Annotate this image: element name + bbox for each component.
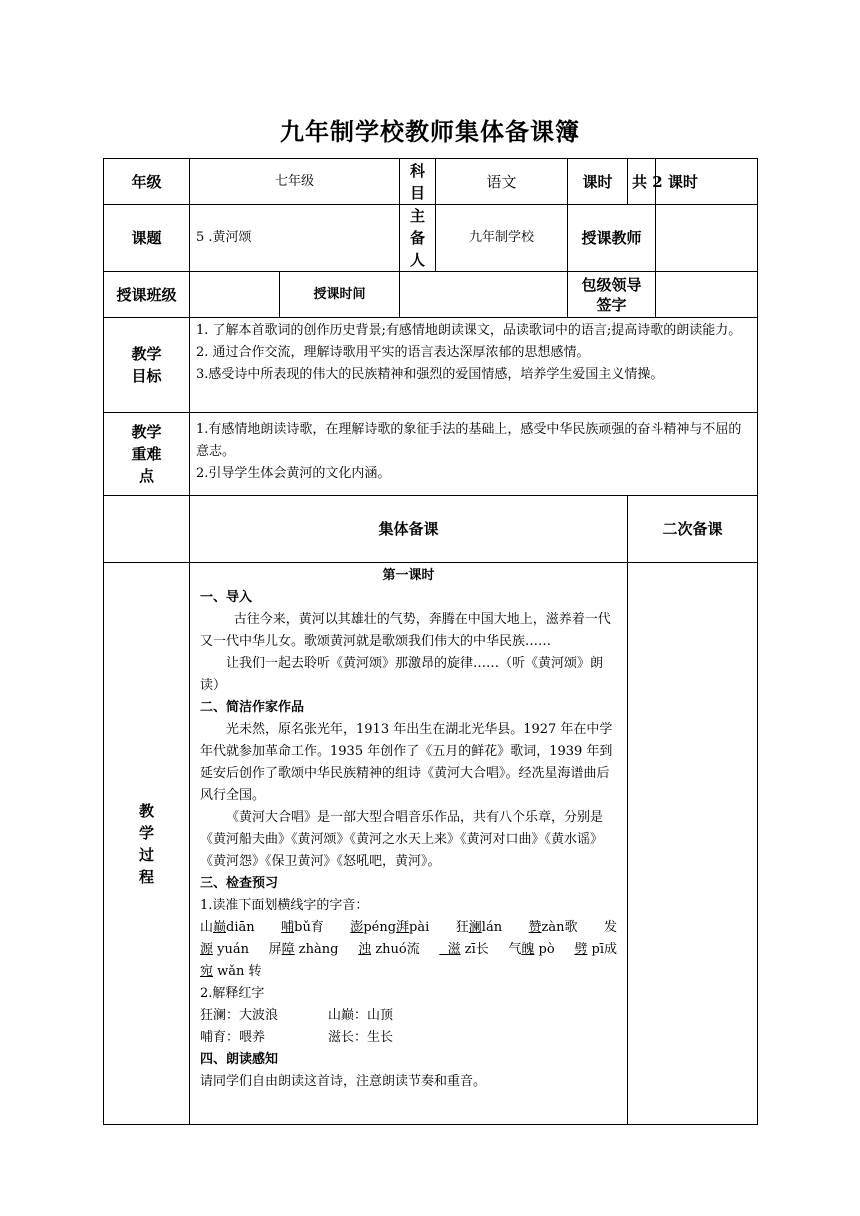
header-row-1 bbox=[104, 159, 758, 205]
topic-label: 课题 bbox=[104, 205, 190, 272]
objectives-label: 教学 目标 bbox=[104, 318, 190, 413]
collective-prep-header: 集体备课 bbox=[190, 496, 628, 563]
process-label: 教 学 过 程 bbox=[104, 563, 190, 1125]
class-label: 授课班级 bbox=[104, 272, 190, 318]
section-heading: 二、简洁作家作品 bbox=[200, 700, 305, 715]
document-title: 九年制学校教师集体备课簿 bbox=[280, 117, 580, 146]
paragraph: 让我们一起去聆听《黄河颂》那激昂的旋律……（听《黄河颂》朗读） bbox=[200, 656, 604, 693]
objective-item: 1. 了解本首歌词的创作历史背景;有感情地朗读课文，品读歌词中的语言;提高诗歌的朗读能力。 bbox=[196, 323, 742, 338]
process-row bbox=[104, 563, 758, 1125]
process-content bbox=[190, 563, 628, 1125]
subject-label: 科目 bbox=[400, 159, 436, 205]
time-value bbox=[400, 272, 568, 318]
pinyin-row: 山巅diān 哺bǔ育 澎péng湃pài 狂澜lán 赞zàn歌 发 bbox=[200, 920, 618, 935]
leader-label-2: 签字 bbox=[596, 295, 627, 314]
leader-label-1: 包级领导 bbox=[581, 275, 642, 294]
teacher-label: 授课教师 bbox=[568, 205, 656, 272]
keypoints-content bbox=[190, 413, 758, 496]
paragraph: 1.读准下面划横线字的字音： bbox=[200, 898, 369, 913]
objectives-row bbox=[104, 318, 758, 413]
objectives-content bbox=[190, 318, 758, 413]
paragraph: 请同学们自由朗读这首诗，注意朗读节奏和重音。 bbox=[200, 1074, 487, 1089]
blank-label-cell bbox=[104, 496, 190, 563]
gloss-row: 哺育：喂养 滋长：生长 bbox=[200, 1030, 394, 1045]
keypoint-item: 2.引导学生体会黄河的文化内涵。 bbox=[196, 466, 391, 481]
keypoints-row bbox=[104, 413, 758, 496]
keypoints-label: 教学 重难 点 bbox=[104, 413, 190, 496]
paragraph: 2.解释红字 bbox=[200, 986, 265, 1001]
preparer-label: 主备人 bbox=[400, 205, 436, 272]
class-value bbox=[190, 272, 280, 318]
leader-sign-value bbox=[656, 272, 758, 318]
pinyin-row: 宛 wǎn 转 bbox=[200, 964, 262, 979]
preparer-value: 九年制学校 bbox=[436, 205, 568, 272]
secondary-prep-header: 二次备课 bbox=[628, 496, 758, 563]
lesson-title: 第一课时 bbox=[382, 568, 435, 583]
section-heading: 四、朗读感知 bbox=[200, 1052, 279, 1067]
section-heading: 三、检查预习 bbox=[200, 876, 279, 891]
period-value: 共 2 课时 bbox=[628, 159, 656, 205]
leader-sign-label bbox=[568, 272, 656, 318]
header-row-2 bbox=[104, 205, 758, 272]
header-row-3 bbox=[104, 272, 758, 318]
teacher-value bbox=[656, 205, 758, 272]
objective-item: 3.感受诗中所表现的伟大的民族精神和强烈的爱国情感，培养学生爱国主义情操。 bbox=[196, 367, 664, 382]
grade-value: 七年级 bbox=[190, 159, 400, 205]
period-label: 课时 bbox=[568, 159, 628, 205]
section-heading: 一、导入 bbox=[200, 590, 253, 605]
paragraph: 古往今来，黄河以其雄壮的气势，奔腾在中国大地上，滋养着一代又一代中华儿女。歌颂黄河就是歌颂我们伟大的中华民族…… bbox=[200, 612, 611, 649]
lesson-plan-table bbox=[103, 158, 758, 1125]
column-header-row bbox=[104, 496, 758, 563]
subject-value: 语文 bbox=[436, 159, 568, 205]
pinyin-row: 源 yuán 屏障 zhàng 浊 zhuó流 滋 zī长 气魄 pò 劈 pī成 bbox=[200, 942, 617, 957]
time-label: 授课时间 bbox=[280, 272, 400, 318]
gloss-row: 狂澜：大波浪 山巅：山顶 bbox=[200, 1008, 394, 1023]
secondary-prep-content bbox=[628, 563, 758, 1125]
topic-value: 5 .黄河颂 bbox=[190, 205, 400, 272]
paragraph: 《黄河大合唱》是一部大型合唱音乐作品，共有八个乐章，分别是《黄河船夫曲》《黄河颂》《黄河之水天上来》《黄河对口曲》《黄水谣》《黄河怨》《保卫黄河》《怒吼吧，黄河》。 bbox=[200, 810, 604, 869]
objective-item: 2. 通过合作交流，理解诗歌用平实的语言表达深厚浓郁的思想感情。 bbox=[196, 345, 590, 360]
paragraph: 光未然，原名张光年，1913 年出生在湖北光华县。1927 年在中学年代就参加革命工作。1935 年创作了《五月的鲜花》歌词，1939 年到延安后创作了歌颂中华民族精神的组诗《黄河大合唱》。经冼星海谱曲后风行全国。 bbox=[200, 722, 613, 803]
grade-label: 年级 bbox=[104, 159, 190, 205]
keypoint-item: 1.有感情地朗读诗歌，在理解诗歌的象征手法的基础上，感受中华民族顽强的奋斗精神与不屈的意志。 bbox=[196, 422, 742, 459]
